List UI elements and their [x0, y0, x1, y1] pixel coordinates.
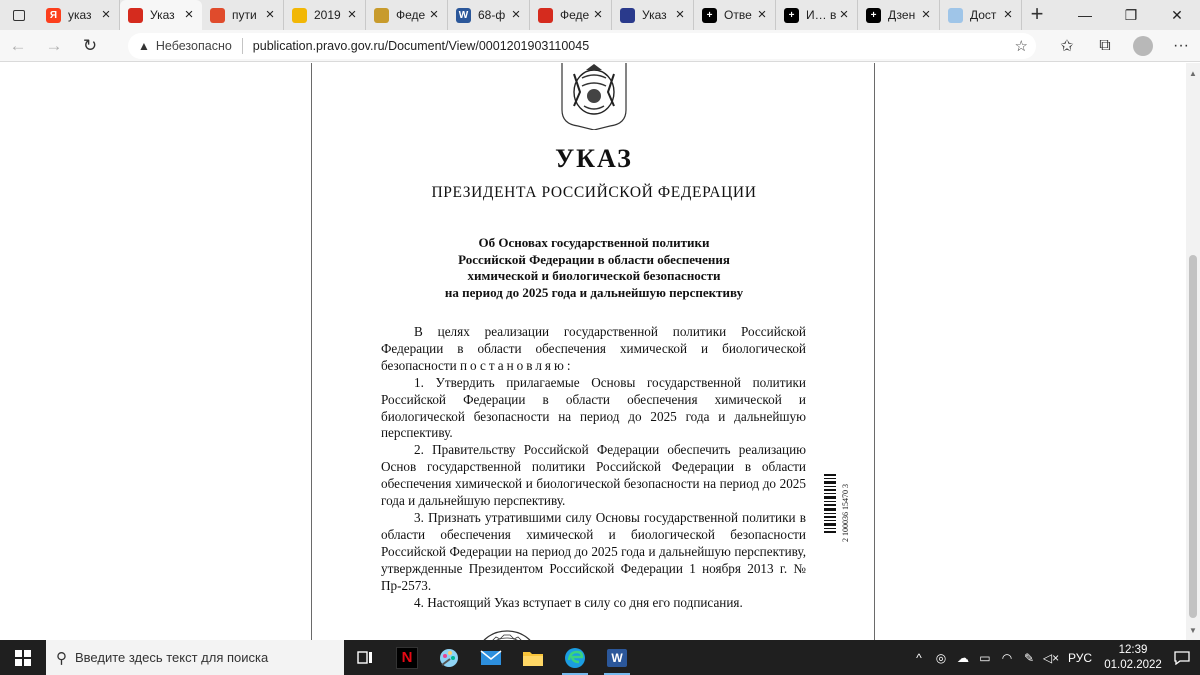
paragraph-3: 3. Признать утратившими силу Основы государственной политики в области обеспечения химической и биологической безопасности Российской Федерации на период до 2025 года и дальнейшую перспективу, утвержденные Президентом Российской Федерации 1 ноября 2013 г. № Пр-2573.: [381, 509, 806, 593]
url-text[interactable]: publication.pravo.gov.ru/Document/View/0001201903110045: [252, 39, 590, 53]
paint-icon: [438, 647, 460, 669]
taskbar-search[interactable]: [46, 640, 344, 675]
intro-paragraph: [381, 324, 806, 375]
plus-circle-icon: +: [866, 8, 881, 23]
browser-tab[interactable]: [448, 0, 530, 30]
security-label[interactable]: Небезопасно: [155, 39, 232, 53]
volume-muted-icon[interactable]: ◁×: [1042, 650, 1060, 665]
wifi-icon[interactable]: ◠: [1001, 650, 1013, 665]
new-tab-button[interactable]: +: [1030, 1, 1044, 26]
arrow-left-icon: ←: [9, 35, 27, 55]
paragraph-2: 2. Правительству Российской Федерации обеспечить реализацию Основ государственной политики Российской Федерации в области обеспечения химической и биологической безопасности на период до 2025 года и дальнейшую перспективу.: [381, 442, 806, 509]
close-tab-icon[interactable]: ×: [593, 6, 603, 23]
tab-list: [38, 0, 1022, 30]
tab-title: Феде: [396, 8, 426, 22]
tab-title: Дост: [970, 8, 997, 22]
decree-word: постановляю:: [460, 357, 574, 373]
tab-title: 68-ф: [478, 8, 506, 22]
forward-button[interactable]: [36, 30, 72, 62]
browser-tab[interactable]: [366, 0, 448, 30]
paragraph-1: 1. Утвердить прилагаемые Основы государственной политики Российской Федерации в области обеспечения химической и биологической безопасности на период до 2025 года и дальнейшую перспективу.: [381, 374, 806, 441]
browser-tab[interactable]: [530, 0, 612, 30]
yandex-icon: Я: [46, 8, 61, 23]
edge-browser-icon: [564, 647, 586, 669]
taskbar-app-paint[interactable]: [428, 640, 470, 675]
tab-title: И… в: [806, 8, 837, 22]
browser-tab[interactable]: [612, 0, 694, 30]
toolbar-icons: [1048, 30, 1200, 62]
start-button[interactable]: [0, 640, 46, 675]
vertical-scrollbar[interactable]: [1186, 63, 1200, 640]
page-viewport: [0, 63, 1186, 640]
coat-of-arms-icon: [374, 8, 389, 23]
notifications-button[interactable]: [1164, 640, 1200, 675]
add-favorite-icon[interactable]: ☆: [1014, 38, 1028, 55]
close-tab-icon[interactable]: ×: [429, 6, 439, 23]
barcode-number: 2 100036 15470 3: [841, 484, 850, 542]
menu-button[interactable]: [1162, 30, 1200, 62]
tab-title: 2019: [314, 8, 341, 22]
system-tray: [908, 640, 1200, 675]
mountain-icon: [292, 8, 307, 23]
tab-title: Указ: [150, 8, 175, 22]
arrow-right-icon: →: [45, 35, 63, 55]
battery-icon[interactable]: ▭: [979, 650, 991, 665]
taskbar-app-edge[interactable]: [554, 640, 596, 675]
close-tab-icon[interactable]: ×: [265, 6, 275, 23]
address-bar[interactable]: [128, 33, 1036, 59]
search-icon: ⚲: [56, 649, 67, 667]
browser-tab[interactable]: [120, 0, 202, 30]
scrollbar-thumb[interactable]: [1189, 255, 1197, 618]
tab-strip: [0, 0, 1200, 30]
document-title: УКАЗ: [555, 144, 633, 173]
webcam-icon[interactable]: ◎: [935, 650, 947, 665]
back-button[interactable]: [0, 30, 36, 62]
word-icon: W: [607, 649, 627, 667]
word-icon: W: [456, 8, 471, 23]
browser-tab[interactable]: [38, 0, 120, 30]
cloud-icon: [948, 8, 963, 23]
tab-title: Феде: [560, 8, 590, 22]
avatar: [1133, 36, 1153, 56]
windows-logo-icon: [15, 650, 31, 666]
document-page: [311, 63, 875, 640]
plus-circle-icon: +: [702, 8, 717, 23]
clock-date: 01.02.2022: [1104, 658, 1162, 671]
minimize-button[interactable]: —: [1078, 7, 1092, 23]
browser-tab[interactable]: [694, 0, 776, 30]
tab-title: Отве: [724, 8, 752, 22]
barcode: [822, 472, 852, 544]
refresh-button[interactable]: [72, 30, 108, 62]
browser-tab[interactable]: [202, 0, 284, 30]
document-issuer: ПРЕЗИДЕНТА РОССИЙСКОЙ ФЕДЕРАЦИИ: [431, 184, 757, 201]
search-placeholder: Введите здесь текст для поиска: [75, 650, 269, 665]
close-tab-icon[interactable]: ×: [839, 6, 849, 23]
mail-icon: [480, 650, 502, 666]
address-divider: [242, 38, 243, 54]
favorites-button[interactable]: [1048, 30, 1086, 62]
close-tab-icon[interactable]: ×: [675, 6, 685, 23]
clock-time: 12:39: [1118, 643, 1148, 656]
notification-icon: [1174, 651, 1190, 665]
window-controls: [1062, 0, 1200, 30]
chevron-up-icon[interactable]: ^: [916, 650, 922, 665]
collections-icon: ⧉: [1099, 37, 1111, 54]
russia-flag-icon: [128, 8, 143, 23]
browser-toolbar: [0, 30, 1200, 62]
paragraph-4: 4. Настоящий Указ вступает в силу со дня его подписания.: [414, 594, 743, 610]
more-dots-icon: ···: [1173, 37, 1189, 54]
task-view-icon: [357, 651, 373, 665]
coat-of-arms-icon: [558, 63, 630, 130]
taskbar-app-explorer[interactable]: [512, 640, 554, 675]
close-tab-icon[interactable]: ×: [921, 6, 931, 23]
intro-text: В целях реализации государственной политики Российской Федерации в области обеспечения химической и биологической безопасности: [381, 324, 806, 373]
scroll-down-icon[interactable]: ▼: [1189, 626, 1197, 635]
profile-button[interactable]: [1124, 30, 1162, 62]
taskbar-app-netflix[interactable]: [386, 640, 428, 675]
close-tab-icon[interactable]: ×: [347, 6, 357, 23]
taskbar: [0, 640, 1200, 675]
seal-icon: [474, 627, 540, 640]
cloud-icon[interactable]: ☁: [956, 650, 969, 665]
document-subject: [312, 235, 876, 301]
pravo-icon: [210, 8, 225, 23]
favorites-star-icon: ✩: [1060, 38, 1074, 55]
refresh-icon: ↻: [82, 35, 98, 55]
close-window-button[interactable]: ✕: [1171, 6, 1183, 23]
tab-actions-icon: [13, 10, 25, 21]
scroll-up-icon[interactable]: ▲: [1189, 69, 1197, 78]
close-tab-icon[interactable]: ×: [1003, 6, 1013, 23]
plus-circle-icon: +: [784, 8, 799, 23]
tab-actions-button[interactable]: [0, 0, 38, 30]
netflix-icon: N: [396, 647, 418, 669]
tab-title: пути: [232, 8, 257, 22]
tab-title: Указ: [642, 8, 667, 22]
close-tab-icon[interactable]: ×: [757, 6, 767, 23]
browser-tab[interactable]: [940, 0, 1022, 30]
task-view-button[interactable]: [344, 640, 386, 675]
document-body: [381, 324, 806, 611]
browser-tab[interactable]: [776, 0, 858, 30]
russia-flag-icon: [538, 8, 553, 23]
close-tab-icon[interactable]: ×: [511, 6, 521, 23]
language-indicator[interactable]: РУС: [1067, 650, 1092, 665]
clock[interactable]: [1102, 643, 1164, 673]
subject-line: химической и биологической безопасности: [467, 268, 721, 283]
subject-line: на период до 2025 года и дальнейшую перспективу: [444, 284, 744, 300]
taskbar-app-mail[interactable]: [470, 640, 512, 675]
warning-icon: ▲: [138, 39, 150, 53]
close-tab-icon[interactable]: ×: [101, 6, 111, 23]
restore-button[interactable]: ❐: [1124, 6, 1138, 23]
pen-icon[interactable]: ✎: [1023, 650, 1034, 665]
close-tab-icon[interactable]: ×: [184, 6, 194, 23]
collections-button[interactable]: [1086, 30, 1124, 62]
subject-line: Об Основах государственной политики: [478, 235, 710, 250]
subject-line: Российской Федерации в области обеспечения: [458, 251, 730, 267]
tab-title: Дзен: [888, 8, 916, 22]
folder-icon: [522, 649, 544, 667]
tab-title: указ: [68, 8, 92, 22]
taskbar-app-word[interactable]: [596, 640, 638, 675]
browser-tab[interactable]: [284, 0, 366, 30]
kremlin-icon: [620, 8, 635, 23]
browser-tab[interactable]: [858, 0, 940, 30]
